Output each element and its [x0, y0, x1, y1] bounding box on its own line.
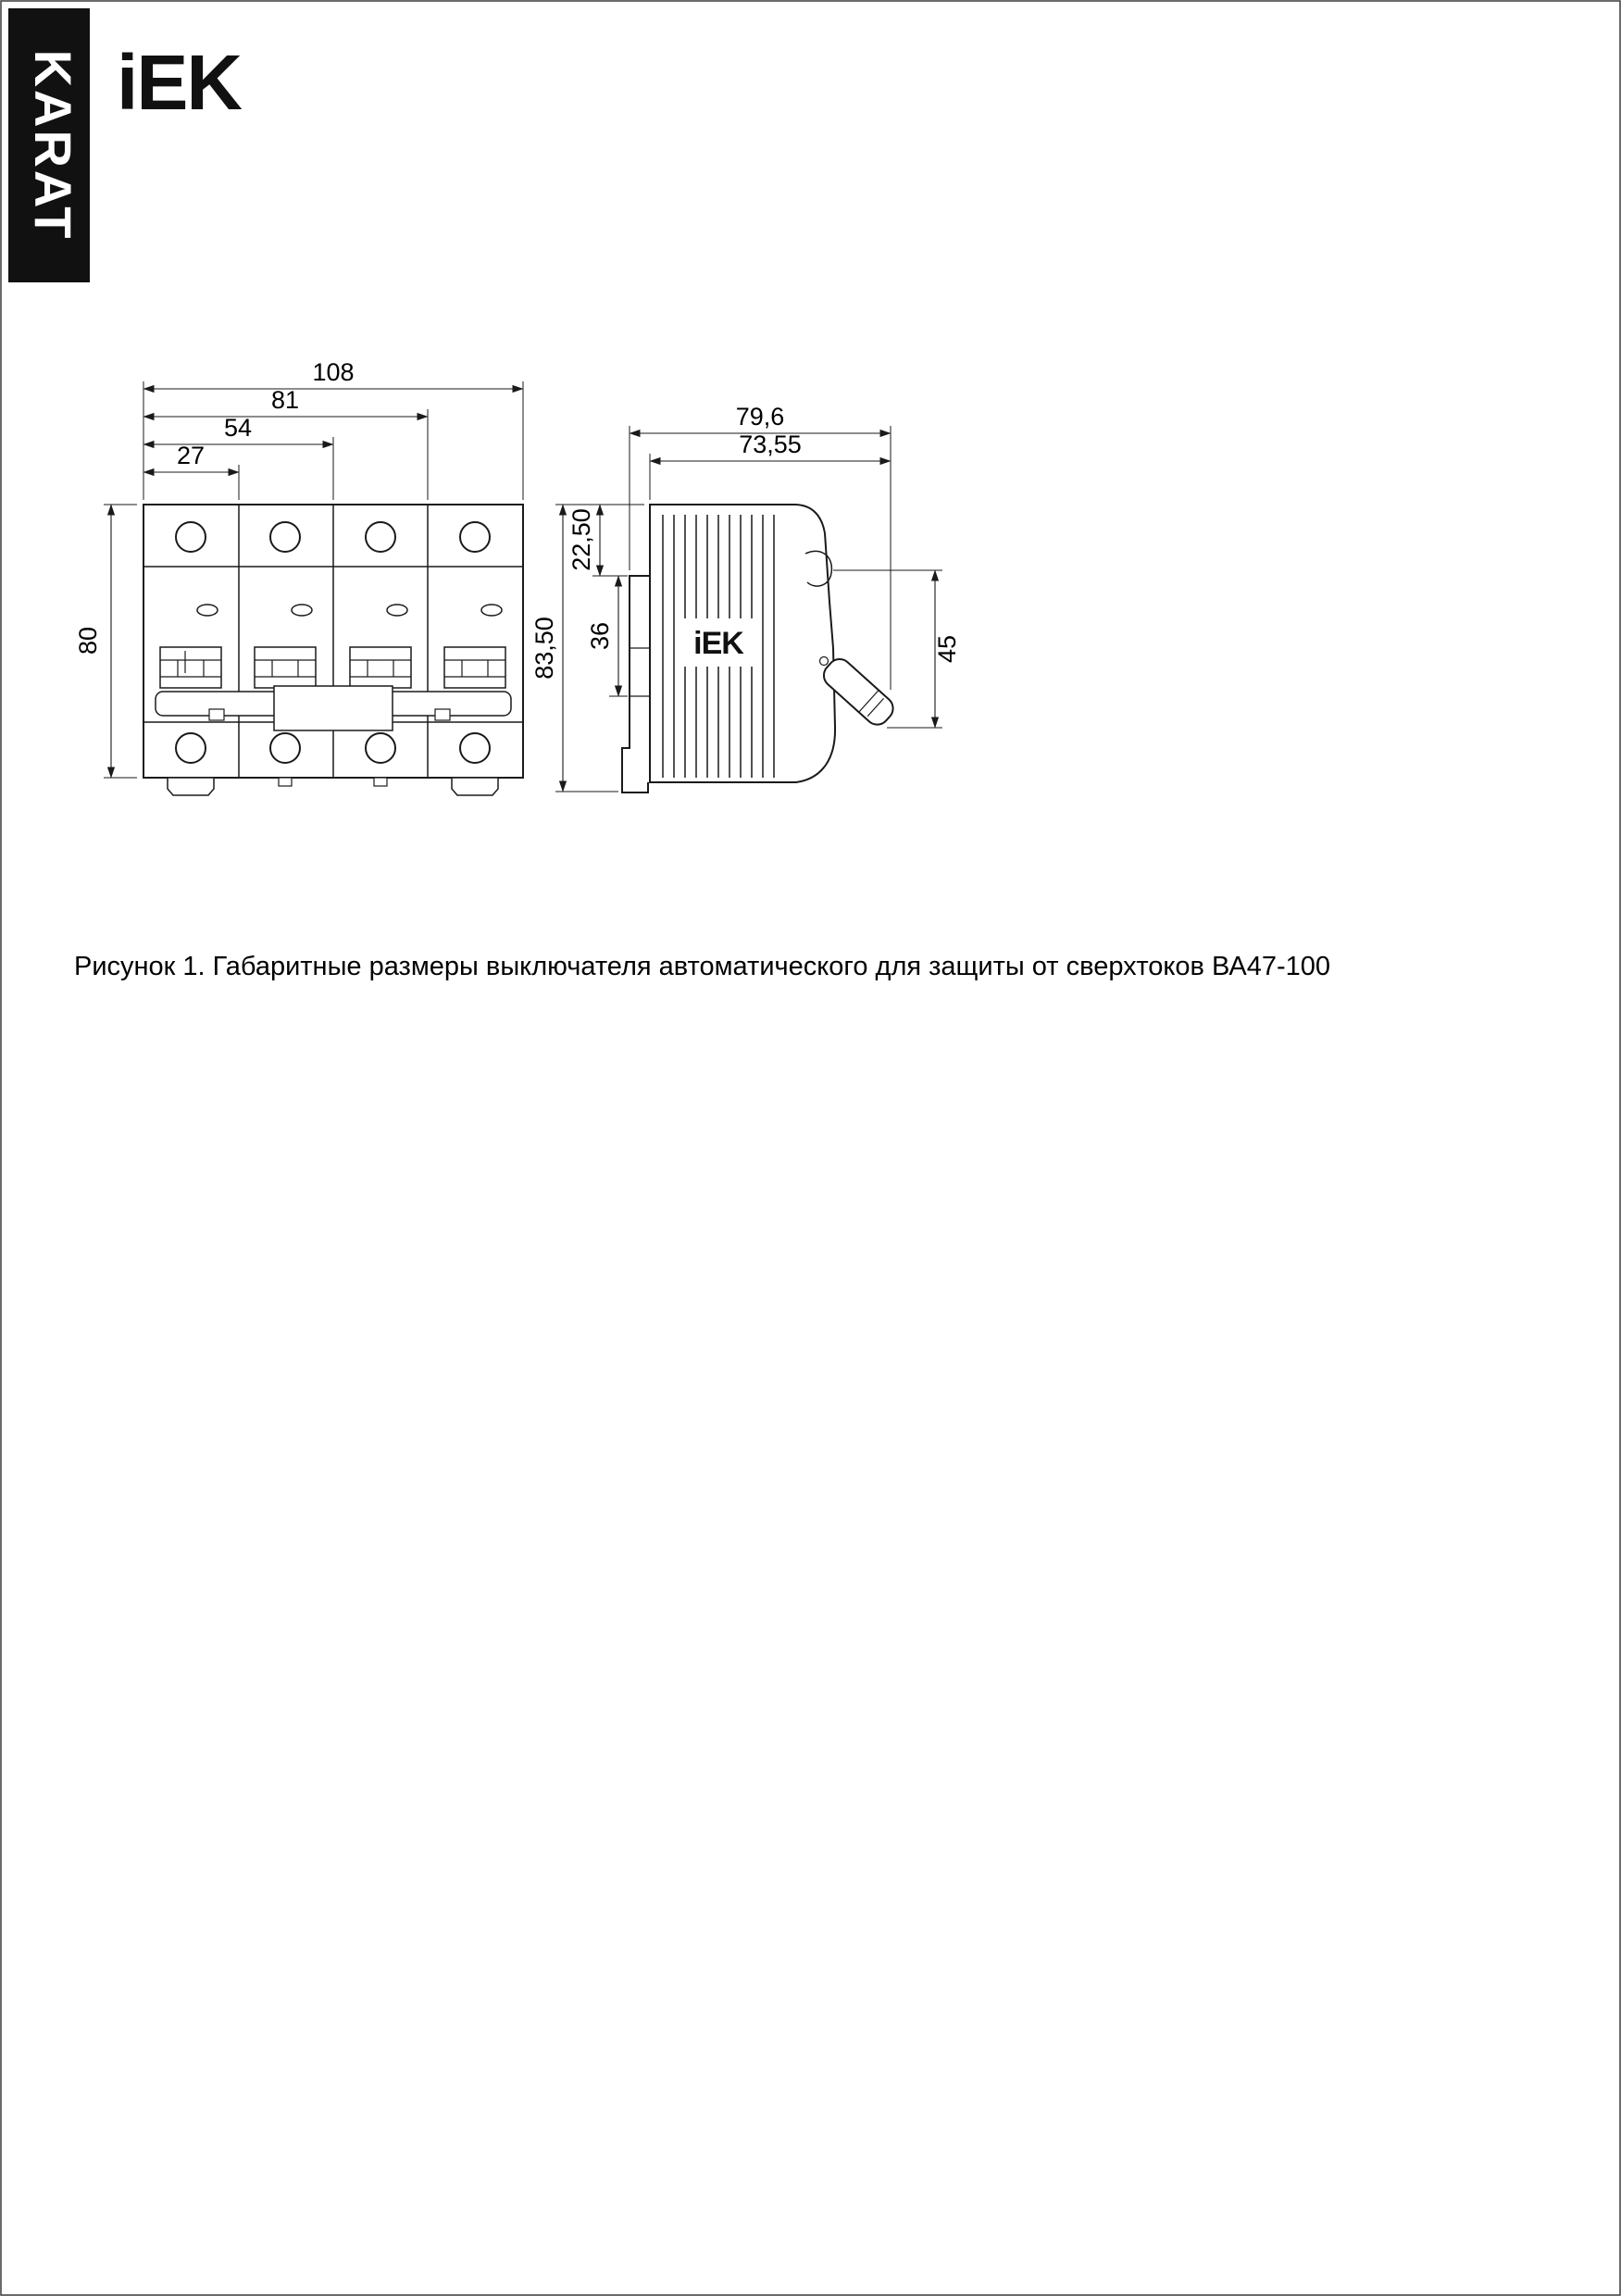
handle-pole-2 [255, 647, 316, 688]
handle-pole-3 [350, 647, 411, 688]
indicator-windows [197, 605, 502, 616]
dim-height-80: 80 [74, 626, 102, 655]
din-rail-feet [168, 778, 498, 795]
dim-width-27: 27 [176, 442, 206, 469]
din-plate [622, 576, 650, 792]
dim-handle-45: 45 [933, 634, 961, 664]
iek-logo: iEK [117, 39, 242, 126]
tie-bar-clip-right [435, 709, 450, 720]
side-view-dimensions [530, 403, 961, 792]
dim-depth-73-55: 73,55 [739, 430, 802, 458]
front-view [143, 505, 523, 795]
dim-depth-79-6: 79,6 [735, 403, 785, 430]
page-border [1, 1, 1620, 2295]
dim-height-83-50: 83,50 [530, 617, 558, 680]
handle-pole-1 [160, 647, 221, 688]
dim-width-81: 81 [270, 386, 300, 414]
side-iek-logo: iEK [693, 626, 743, 661]
pivot-screw [820, 657, 829, 666]
tie-bar-clip-left [209, 709, 224, 720]
dim-width-54: 54 [223, 414, 253, 442]
handle-pole-4 [444, 647, 505, 688]
dim-width-108: 108 [312, 358, 355, 386]
dim-offset-36: 36 [586, 621, 614, 651]
side-view [622, 505, 898, 792]
karat-sidebar [8, 8, 90, 282]
karat-label: KARAT [24, 49, 83, 242]
dim-offset-22-50: 22,50 [567, 508, 595, 571]
figure-caption: Рисунок 1. Габаритные размеры выключателя автоматического для защиты от сверхтоков ВА47-100 [74, 952, 1331, 981]
side-toggle-lever [819, 655, 898, 730]
tie-bar-center-plate [274, 686, 393, 730]
